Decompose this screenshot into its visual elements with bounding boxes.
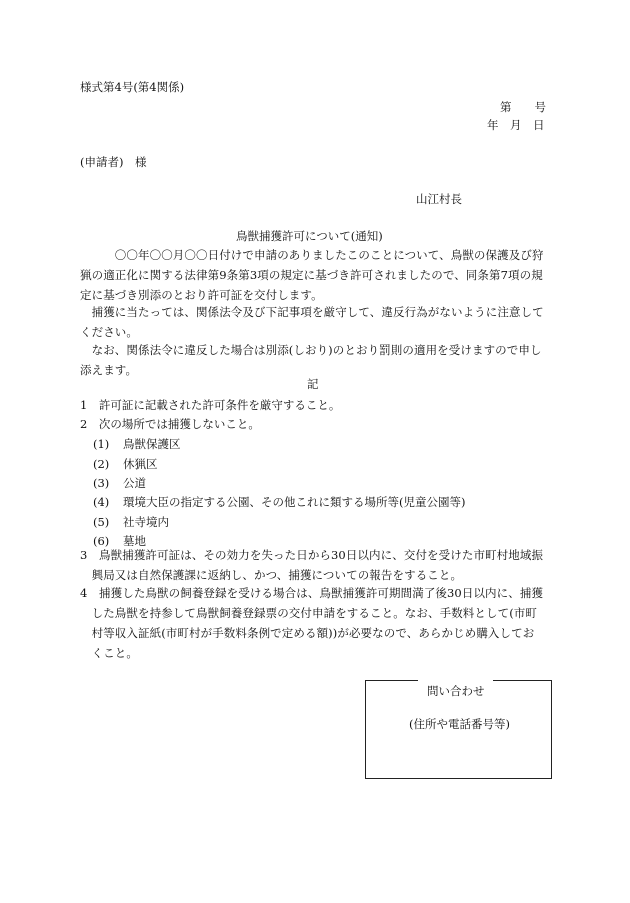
list-item-1: 1 許可証に記載された許可条件を厳守すること。 [80, 398, 341, 412]
place-text: 休猟区 [123, 457, 158, 471]
document-date: 年 月 日 [487, 118, 545, 132]
contact-heading: 問い合わせ [427, 684, 485, 698]
item-line: くこと。 [80, 646, 138, 660]
recipient: (申請者) 様 [80, 155, 147, 169]
item-line: した鳥獣を持参して鳥獣飼養登録票の交付申請をすること。なお、手数料として(市町 [80, 606, 537, 620]
item-line: 4 捕獲した鳥獣の飼養登録を受ける場合は、鳥獣捕獲許可期間満了後30日以内に、捕獲 [80, 586, 544, 600]
paragraph-line: なお、関係法令に違反した場合は別添(しおり)のとおり罰則の適用を受けますので申し [80, 343, 542, 357]
paragraph-line: 定に基づき別添のとおり許可証を交付します。 [80, 288, 323, 302]
document-title: 鳥獣捕獲許可について(通知) [236, 229, 383, 243]
body-paragraph-3 [80, 340, 550, 380]
place-text: 環境大臣の指定する公園、その他これに類する場所等(児童公園等) [123, 495, 466, 509]
ki-heading: 記 [307, 377, 319, 391]
list-item-2: 2 次の場所では捕獲しないこと。 [80, 417, 260, 431]
place-number: (2) [93, 457, 110, 471]
form-label: 様式第4号(第4関係) [80, 80, 185, 94]
item-line: 興局又は自然保護課に返納し、かつ、捕獲についての報告をすること。 [80, 568, 463, 582]
place-text: 鳥獣保護区 [123, 437, 181, 451]
place-text: 公道 [123, 476, 146, 490]
body-paragraph-2 [80, 302, 550, 342]
paragraph-line: 添えます。 [80, 363, 138, 377]
paragraph-line: 捕獲に当たっては、関係法令及び下記事項を厳守して、違反行為がないように注意して [80, 305, 544, 319]
place-item [93, 439, 181, 451]
item-line: 村等収入証紙(市町村が手数料条例で定める額))が必要なので、あらかじめ購入してお [80, 626, 535, 640]
place-item [93, 459, 158, 471]
contact-details: (住所や電話番号等) [409, 717, 510, 731]
place-number: (3) [93, 476, 110, 490]
document-number: 第 号 [500, 100, 546, 114]
place-item [93, 517, 169, 529]
place-text: 社寺境内 [123, 515, 169, 529]
item-line: 3 鳥獣捕獲許可証は、その効力を失った日から30日以内に、交付を受けた市町村地域振 [80, 548, 544, 562]
list-item-3 [80, 545, 550, 585]
place-item [93, 497, 465, 509]
body-paragraph-1 [80, 245, 550, 305]
place-number: (5) [93, 515, 110, 529]
list-item-4 [80, 583, 550, 663]
place-number: (4) [93, 495, 110, 509]
issuer: 山江村長 [416, 192, 462, 206]
paragraph-line: ください。 [80, 325, 138, 339]
place-number: (6) [93, 534, 110, 548]
paragraph-line: 〇〇年〇〇月〇〇日付けで申請のありましたこのことについて、鳥獣の保護及び狩 [80, 248, 544, 262]
place-item [93, 478, 146, 490]
place-text: 墓地 [123, 534, 146, 548]
place-number: (1) [93, 437, 110, 451]
paragraph-line: 猟の適正化に関する法律第9条第3項の規定に基づき許可されましたので、同条第7項の規 [80, 268, 543, 282]
